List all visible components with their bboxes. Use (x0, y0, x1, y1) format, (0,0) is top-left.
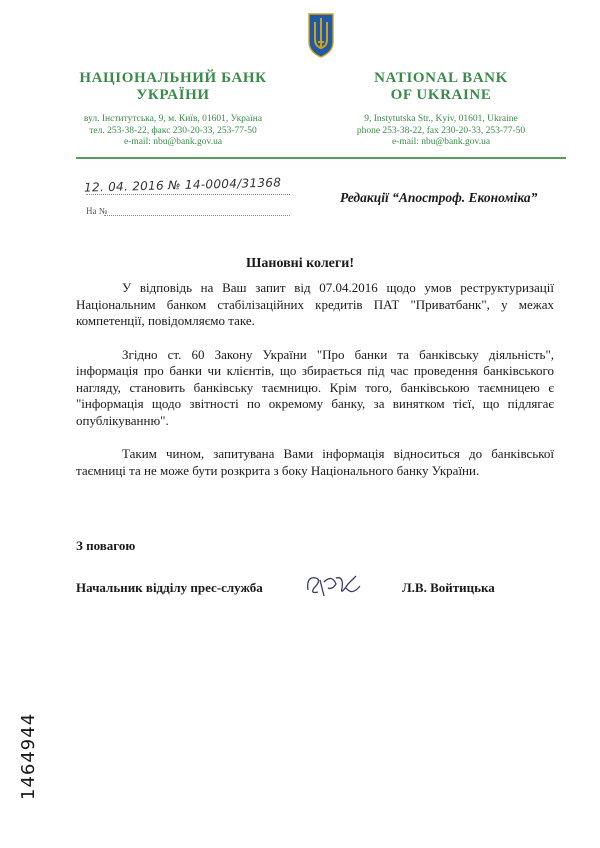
letterhead-ua (48, 70, 298, 149)
letterhead-en (316, 70, 566, 149)
bank-name-ua-line2: УКРАЇНИ (136, 87, 210, 103)
bank-phone-en: phone 253-38-22, fax 230-20-33, 253-77-50 (356, 125, 526, 136)
paragraph-1: У відповідь на Ваш запит від 07.04.2016 щодо умов реструктуризації Національним банком стабілізаційних кредитів ПАТ "Приватбанк", у межах компетенції, повідомляємо таке. (76, 280, 554, 328)
paragraph-3: Таким чином, запитувана Вами інформація відноситься до банківської таємниці та не може бути розкрита з боку Національного банку України. (76, 446, 554, 478)
reference-number-handwritten: 12. 04. 2016 № 14-0004/31368 (83, 175, 282, 195)
bank-name-en-line2: OF UKRAINE (390, 87, 492, 103)
reference-na-underline (104, 215, 290, 216)
signer-name: Л.В. Войтицька (402, 580, 495, 595)
closing: З повагою (76, 538, 136, 553)
bank-email-ua: e-mail: nbu@bank.gov.ua (123, 137, 223, 147)
signature-icon (302, 566, 364, 602)
bank-email-en: e-mail: nbu@bank.gov.ua (391, 137, 491, 147)
trident-emblem-icon (306, 12, 336, 58)
bank-name-en-line1: NATIONAL BANK (374, 70, 508, 86)
reference-na-label: На № (86, 206, 108, 216)
signer-position: Начальник відділу прес-служба (76, 580, 263, 595)
paragraph-2: Згідно ст. 60 Закону України "Про банки та банківську діяльність", інформація про банки чи клієнтів, що збирається під час проведення банківського нагляду, становить банківську таємницю. Крім того, банківською таємницею є "інформація щодо звітності по окремому банку, за винятком тієї, що підлягає опублікуванню". (76, 346, 554, 428)
bank-address-en: 9, Instytutska Str., Kyiv, 01601, Ukraine (364, 114, 518, 124)
bank-phone-ua: тел. 253-38-22, факс 230-20-33, 253-77-50 (89, 125, 257, 136)
stamp-number: 1464944 (18, 712, 39, 800)
letter-body (76, 280, 554, 496)
letterhead-divider (76, 157, 566, 159)
bank-name-ua-line1: НАЦІОНАЛЬНИЙ БАНК (79, 70, 267, 86)
salutation: Шановні колеги! (246, 256, 354, 271)
recipient: Редакції “Апостроф. Економіка” (340, 190, 538, 205)
bank-address-ua: вул. Інститутська, 9, м. Київ, 01601, Україна (83, 114, 263, 124)
reference-underline (86, 194, 290, 195)
